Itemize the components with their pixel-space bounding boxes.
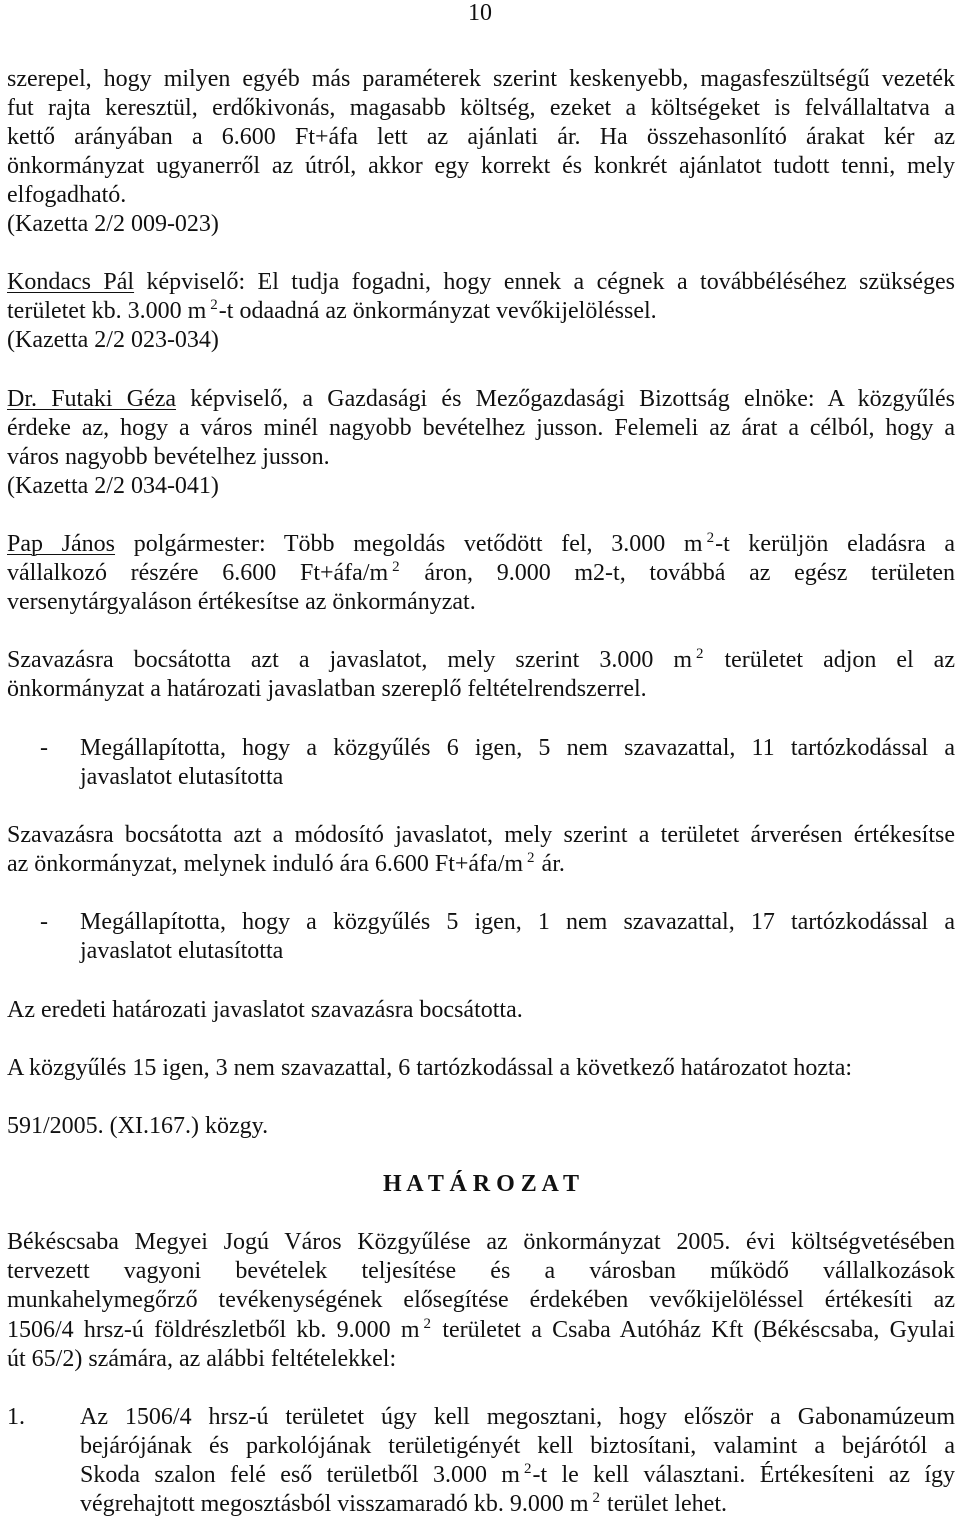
vote-paragraph [7,996,955,1025]
statement-line: versenytárgyaláson értékesítse az önkormányzat. [7,589,476,616]
tape-reference: (Kazetta 2/2 009-023) [7,210,219,237]
vote-line: Az eredeti határozati javaslatot szavazásra bocsátotta. [7,996,523,1023]
resolution-text-run: területet a Csaba Autóház Kft (Békéscsaba, Gyulai [442,1316,956,1343]
intro-paragraph [7,65,955,240]
statement-text: területet kb. 3.000 m [7,298,207,325]
list-dash: - [40,909,48,936]
futaki-statement [7,385,955,501]
result-line [40,908,955,937]
intro-line: szerepel, hogy milyen egyéb más paraméterek szerint keskenyebb, magasfeszültségű vezeték [7,65,955,92]
superscript: 2 [695,646,704,663]
statement-line: érdeke az, hogy a város minél nagyobb bevételhez jusson. Felemeli az árat a célból, hogy a [7,414,955,441]
result-line: javaslatot elutasította [80,763,284,790]
resolution-heading-block [7,1170,955,1199]
superscript: 2 [706,530,715,546]
statement-line: város nagyobb bevételhez jusson. [7,443,330,470]
resolution-line [7,1316,955,1345]
superscript: 2 [210,297,218,314]
superscript: 2 [592,1490,601,1507]
superscript: 2 [392,559,400,576]
vote-text: Szavazásra bocsátotta azt a javaslatot, mely szerint 3.000 m [7,647,692,674]
statement-line [7,559,955,588]
result-line: javaslatot elutasította [80,938,284,965]
intro-line: elfogadható. [7,181,127,208]
intro-line: kettő arányában a 6.600 Ft+áfa lett az ajánlati ár. Ha összehasonlító árakat kér az [7,123,955,150]
resolution-line: munkahelymegőrző tevékenységének elősegítése érdekében vevőkijelöléssel értékesíti az [7,1287,955,1314]
list-dash: - [40,734,48,761]
condition-text: -t le kell választani. Értékesíteni az így [532,1462,956,1488]
list-number: 1. [7,1403,25,1430]
condition-text: Skoda szalon felé eső területből 3.000 m [80,1462,520,1488]
result-text: Megállapította, hogy a közgyűlés 5 igen, 1 nem szavazattal, 17 tartózkodással a [80,909,955,936]
statement-text: képviselő, a Gazdasági és Mezőgazdasági Bizottság elnöke: A közgyűlés [190,385,955,412]
kondacs-statement [7,268,955,355]
result-line [40,734,955,763]
condition-line [80,1461,955,1490]
tape-reference: (Kazetta 2/2 023-034) [7,327,219,354]
vote-text: az önkormányzat, melynek induló ára 6.600 Ft+áfa/m [7,851,524,878]
condition-item [7,1403,955,1519]
vote-result [7,908,955,966]
statement-text: -t kerüljön eladásra a [715,531,956,557]
condition-text: végrehajtott megosztásból visszamaradó kb. 9.000 m [80,1491,589,1518]
page-body [7,65,955,1520]
resolution-heading: H A T Á R O Z A T [382,1171,580,1198]
vote-result [7,734,955,792]
statement-text: képviselő: El tudja fogadni, hogy ennek a cégnek a továbbéléséhez szükséges [146,269,955,296]
statement-line [7,268,955,297]
pap-statement [7,530,955,617]
summary-line: A közgyűlés 15 igen, 3 nem szavazattal, 6 tartózkodással a következő határozatot hozta: [7,1054,853,1081]
vote-line [7,850,955,879]
superscript: 2 [527,850,535,867]
statement-text: polgármester: Több megoldás vetődött fel, 3.000 m [133,531,703,557]
vote-line: önkormányzat a határozati javaslatban szereplő feltételrendszerrel. [7,676,647,703]
condition-line: bejárójának és parkolójának területigényét kell biztosítani, valamint a bejárótól a [80,1432,955,1459]
speaker-name: Kondacs Pál [7,269,135,296]
statement-text: -t odaadná az önkormányzat vevőkijelöléssel. [218,298,657,325]
page-number: 10 [468,0,492,26]
vote-text: területet adjon el az [724,647,955,674]
result-text: Megállapította, hogy a közgyűlés 6 igen, 5 nem szavazattal, 11 tartózkodással a [80,734,955,761]
vote-paragraph [7,821,955,879]
speaker-name: Dr. Futaki Géza [7,385,177,412]
condition-line [7,1403,955,1432]
statement-line [7,530,955,559]
statement-text: vállalkozó részére 6.600 Ft+áfa/m [7,560,389,587]
speaker-name: Pap János [7,531,116,557]
superscript: 2 [523,1461,532,1477]
resolution-number: 591/2005. (XI.167.) közgy. [7,1112,269,1139]
statement-line [7,385,955,414]
statement-line [7,297,955,326]
vote-text: ár. [541,851,565,878]
superscript: 2 [423,1315,432,1332]
condition-text: Az 1506/4 hrsz-ú területet úgy kell megosztani, hogy először a Gabonamúzeum [80,1403,955,1430]
condition-line [80,1490,955,1519]
resolution-text [7,1228,955,1373]
tape-reference: (Kazetta 2/2 034-041) [7,472,219,499]
resolution-line: Békéscsaba Megyei Jogú Város Közgyűlése az önkormányzat 2005. évi költségvetésében [7,1229,955,1256]
vote-paragraph [7,646,955,704]
intro-line: önkormányzat ugyanerről az útról, akkor egy korrekt és konkrét ajánlatot tudott tenni, mely [7,152,955,179]
resolution-number-block [7,1112,955,1141]
resolution-line: tervezett vagyoni bevételek teljesítése és a városban működő vállalkozások [7,1258,955,1285]
intro-line: fut rajta keresztül, erdőkivonás, magasabb költség, ezeket a költségeket is felvállaltatva a [7,94,955,121]
condition-text: terület lehet. [607,1491,727,1518]
resolution-line: út 65/2) számára, az alábbi feltételekkel: [7,1345,397,1372]
resolution-text-run: 1506/4 hrsz-ú földrészletből kb. 9.000 m [7,1316,420,1343]
decision-summary [7,1054,955,1083]
vote-line [7,646,955,675]
vote-line: Szavazásra bocsátotta azt a módosító javaslatot, mely szerint a területet árverésen értékesítse [7,821,955,848]
statement-text: áron, 9.000 m2-t, továbbá az egész területen [424,560,956,587]
